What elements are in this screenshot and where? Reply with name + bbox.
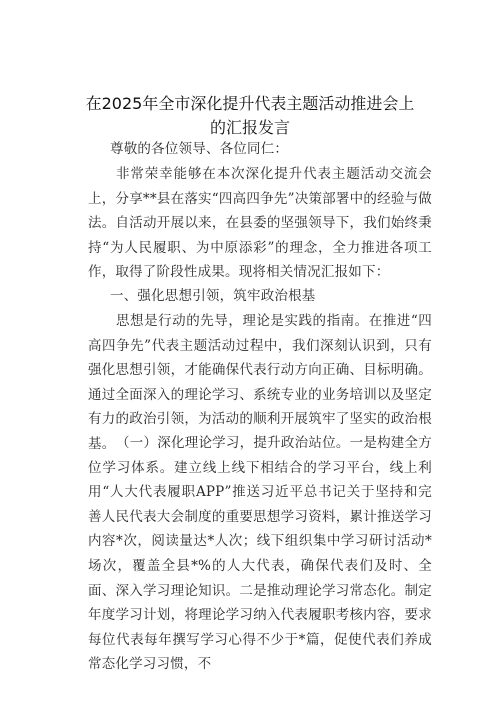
salutation: 尊敬的各位领导、各位同仁： [110,141,289,157]
document-title-line2: 的汇报发言 [209,118,290,137]
paragraph-subsection: （一）深化理论学习，提升政治站位。一是构建全方位学习体系。建立线上线下相结合的学习平台，线上利用“人大代表履职APP”推送习近平总书记关于坚持和完善人民代表大会制度的重要思想学习资料，累计推送学习内容*次，阅读量达*人次；线下组织集中学习研讨活动*场次，覆盖全县*%的人大代表，确保代表们及时、全面、深入学习理论知识。二是推动理论学习常态化。制定年度学习计划，将理论学习纳入代表履职考核内容，要求每位代表每年撰写学习心得不少于*篇，促使代表们养成常态化学习习惯，不 [88,435,432,673]
section-heading: 一、强化思想引领，筑牢政治根基 [110,288,316,304]
paragraph-section-intro: 思想是行动的先导，理论是实践的指南。在推进“四高四争先”代表主题活动过程中，我们深刻认识到，只有强化思想引领，才能确保代表行动方向正确、目标明确。通过全面深入的理论学习、系统专业的业务培训以及坚定有力的政治引领，为活动的顺利开展筑牢了坚实的政治根基。 [88,313,432,452]
document-title-line1: 在2025年全市深化提升代表主题活动推进会上 [85,94,415,113]
paragraph-intro: 非常荣幸能够在本次深化提升代表主题活动交流会上，分享**县在落实“四高四争先”决策部署中的经验与做法。自活动开展以来，在县委的坚强领导下，我们始终秉持“为人民履职、为中原添彩”的理念，全力推进各项工作，取得了阶段性成果。现将相关情况汇报如下： [88,166,432,281]
